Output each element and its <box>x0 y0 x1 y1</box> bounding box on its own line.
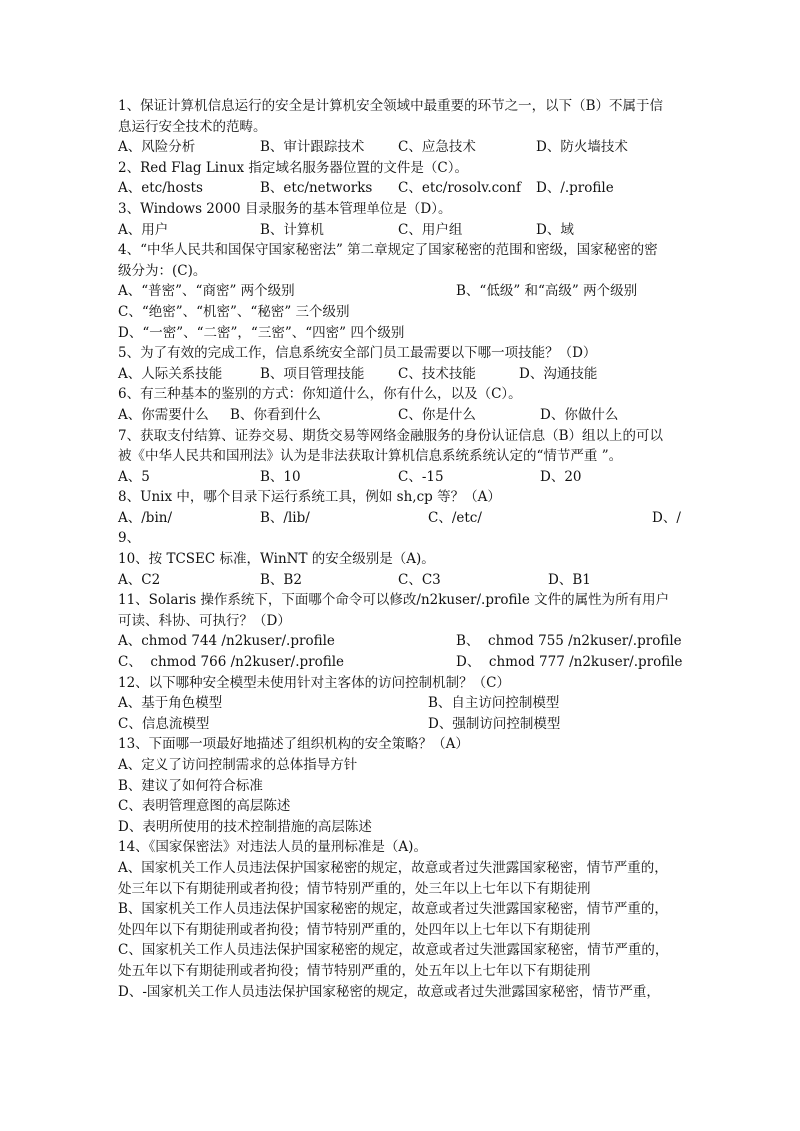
question-12-options-ab <box>118 693 688 714</box>
option-a: A、用户 <box>118 221 169 238</box>
question-1-stem-line-2: 息运行安全技术的范畴。 <box>118 118 267 135</box>
question-7-stem-line-1: 7、获取支付结算、证券交易、期货交易等网络金融服务的身份认证信息（B）组以上的可以 <box>118 427 664 444</box>
option-c: C、/etc/ <box>428 509 482 526</box>
option-b: B、项目管理技能 <box>260 365 365 382</box>
question-11-options-cd <box>118 652 688 673</box>
option-d: D、你做什么 <box>540 406 619 423</box>
option-d-line-1: D、-国家机关工作人员违法保护国家秘密的规定，故意或者过失泄露国家秘密，情节严重， <box>118 983 660 1000</box>
question-3-options <box>118 220 688 241</box>
option-c: C、 chmod 766 /n2kuser/.profile <box>118 654 345 671</box>
option-c-line-1: C、国家机关工作人员违法保护国家秘密的规定，故意或者过失泄露国家秘密，情节严重的， <box>118 942 669 959</box>
option-a: A、/bin/ <box>118 509 172 526</box>
question-11-stem-line-2: 可读、科协、可执行？（D） <box>118 612 291 629</box>
question-8-options <box>118 508 688 529</box>
option-b: B、自主访问控制模型 <box>428 695 560 712</box>
option-c: C、表明管理意图的高层陈述 <box>118 798 291 815</box>
option-d: D、强制访问控制模型 <box>428 715 561 732</box>
option-d: D、 chmod 777 /n2kuser/.profile <box>456 654 683 671</box>
option-c: C、etc/rosolv.conf <box>398 180 522 197</box>
question-12-options-cd <box>118 714 688 735</box>
option-b: B、“低级” 和“高级” 两个级别 <box>456 283 638 300</box>
option-c: C、应急技术 <box>398 139 476 156</box>
option-b: B、/lib/ <box>260 509 310 526</box>
question-11-options-ab <box>118 631 688 652</box>
question-4-stem-line-2: 级分为：(C)。 <box>118 262 207 279</box>
option-c: C、技术技能 <box>398 365 476 382</box>
option-b-line-2: 处四年以下有期徒刑或者拘役；情节特别严重的，处四年以上七年以下有期徒刑 <box>118 921 591 938</box>
question-5-stem: 5、为了有效的完成工作，信息系统安全部门员工最需要以下哪一项技能？（D） <box>118 345 597 362</box>
option-d: D、域 <box>536 221 574 238</box>
option-c-line-2: 处五年以下有期徒刑或者拘役；情节特别严重的，处五年以上七年以下有期徒刑 <box>118 962 591 979</box>
question-1-options <box>118 137 688 158</box>
option-c: C、用户组 <box>398 221 463 238</box>
question-6-stem: 6、有三种基本的鉴别的方式：你知道什么，你有什么，以及（C）。 <box>118 386 522 403</box>
question-10-stem: 10、按 TCSEC 标准，WinNT 的安全级别是（A)。 <box>118 551 435 568</box>
option-d: D、表明所使用的技术控制措施的高层陈述 <box>118 818 372 835</box>
option-a: A、基于角色模型 <box>118 695 223 712</box>
option-a: A、etc/hosts <box>118 180 203 197</box>
option-a: A、定义了访问控制需求的总体指导方针 <box>118 757 358 773</box>
question-4-options-ab <box>118 281 688 302</box>
question-10-options <box>118 570 688 591</box>
question-5-options <box>118 364 688 385</box>
option-c: C、你是什么 <box>398 406 476 423</box>
option-a: A、你需要什么 <box>118 406 209 423</box>
option-b: B、 chmod 755 /n2kuser/.profile <box>456 633 682 650</box>
option-a: A、“普密”、“商密” 两个级别 <box>118 283 295 300</box>
option-b: B、B2 <box>260 571 302 588</box>
option-b: B、你看到什么 <box>230 406 321 423</box>
option-a: A、风险分析 <box>118 139 196 156</box>
option-a: A、人际关系技能 <box>118 365 223 382</box>
question-12-stem: 12、以下哪种安全模型未使用针对主客体的访问控制机制？（C） <box>118 674 511 691</box>
question-4-stem-line-1: 4、“中华人民共和国保守国家秘密法” 第二章规定了国家秘密的范围和密级，国家秘密的密 <box>118 242 658 259</box>
option-b: B、etc/networks <box>260 180 373 197</box>
option-b: B、建议了如何符合标准 <box>118 777 263 794</box>
option-d: D、/.profile <box>536 180 614 197</box>
question-7-stem-line-2: 被《中华人民共和国刑法》认为是非法获取计算机信息系统系统认定的“情节严重 ”。 <box>118 448 623 465</box>
option-c: C、信息流模型 <box>118 715 210 732</box>
option-d: D、“一密”、“二密”，“三密”、“四密” 四个级别 <box>118 324 405 341</box>
option-c: C、-15 <box>398 468 444 485</box>
option-a-line-1: A、国家机关工作人员违法保护国家秘密的规定，故意或者过失泄露国家秘密，情节严重的， <box>118 859 668 876</box>
question-2-options <box>118 178 688 199</box>
option-c: C、“绝密”、“机密”、“秘密” 三个级别 <box>118 303 350 320</box>
option-a: A、C2 <box>118 571 161 588</box>
question-14-stem: 14、《国家保密法》对违法人员的量刑标准是（A)。 <box>118 839 427 856</box>
option-a: A、chmod 744 /n2kuser/.profile <box>118 633 335 650</box>
option-b-line-1: B、国家机关工作人员违法保护国家秘密的规定，故意或者过失泄露国家秘密，情节严重的， <box>118 901 668 918</box>
question-11-stem-line-1: 11、Solaris 操作系统下，下面哪个命令可以修改/n2kuser/.profile 文件的属性为所有用户 <box>118 592 670 609</box>
document-page <box>118 96 688 1002</box>
question-1-stem-line-1: 1、保证计算机信息运行的安全是计算机安全领域中最重要的环节之一，以下（B）不属于信 <box>118 98 664 114</box>
question-8-stem: 8、Unix 中，哪个目录下运行系统工具，例如 sh,cp 等？（A） <box>118 489 501 506</box>
option-b: B、计算机 <box>260 221 324 238</box>
question-13-stem: 13、下面哪一项最好地描述了组织机构的安全策略？（A） <box>118 736 469 753</box>
option-a: A、5 <box>118 468 150 485</box>
option-d: D、防火墙技术 <box>536 139 628 156</box>
option-a-line-2: 处三年以下有期徒刑或者拘役；情节特别严重的，处三年以上七年以下有期徒刑 <box>118 880 591 897</box>
question-9-stem: 9、 <box>118 530 141 547</box>
option-d: D、20 <box>540 468 582 485</box>
option-d: D、/ <box>652 509 681 526</box>
option-d: D、沟通技能 <box>519 365 598 382</box>
option-b: B、审计跟踪技术 <box>260 139 365 156</box>
question-6-options <box>118 405 688 426</box>
option-b: B、10 <box>260 468 301 485</box>
question-7-options <box>118 467 688 488</box>
option-c: C、C3 <box>398 571 441 588</box>
question-3-stem: 3、Windows 2000 目录服务的基本管理单位是（D）。 <box>118 200 452 217</box>
option-d: D、B1 <box>548 571 591 588</box>
question-2-stem: 2、Red Flag Linux 指定域名服务器位置的文件是（C）。 <box>118 159 468 176</box>
